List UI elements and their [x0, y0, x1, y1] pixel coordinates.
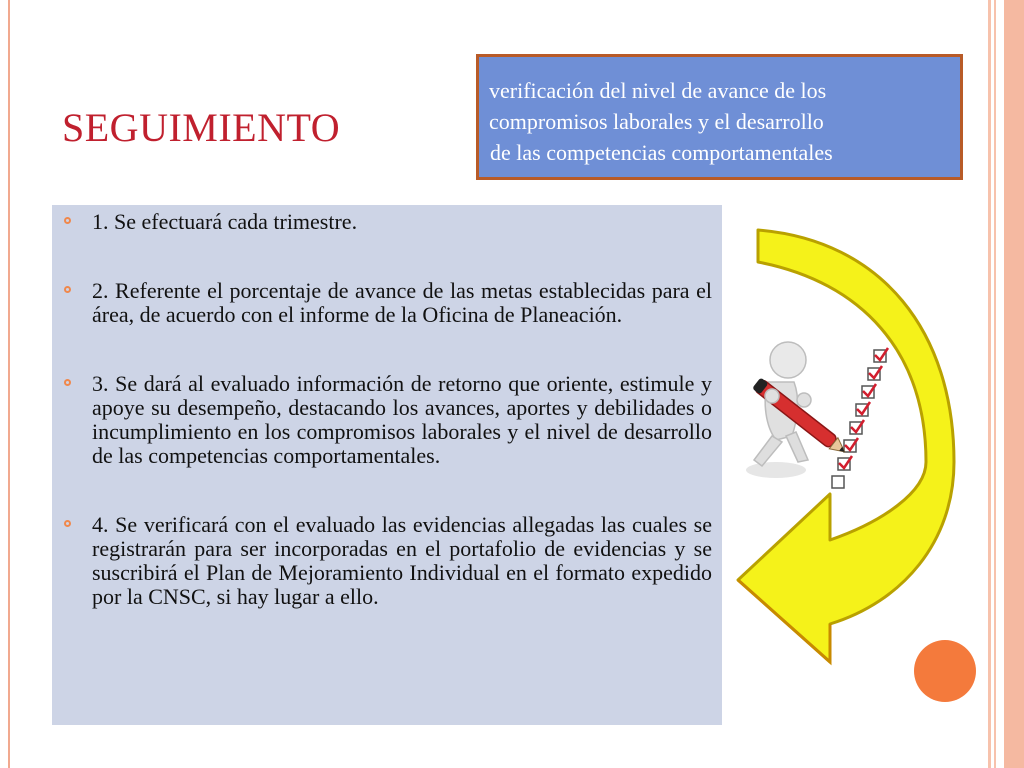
left-frame-line — [8, 0, 10, 768]
bullet-item — [92, 372, 712, 468]
person-with-pencil-icon — [746, 342, 849, 478]
bullet-item — [92, 513, 712, 609]
checklist-icon — [832, 348, 888, 488]
decorative-circle — [914, 640, 976, 702]
right-frame-stripes — [984, 0, 1024, 768]
bullet-dot-icon — [64, 286, 71, 293]
callout-line: de las competencias comportamentales — [490, 140, 833, 165]
bullet-text: 1. Se efectuará cada trimestre. — [92, 209, 358, 234]
bullet-item — [92, 279, 712, 327]
callout-line: compromisos laborales y el desarrollo — [489, 109, 824, 134]
slide-title: SEGUIMIENTO — [62, 105, 341, 150]
bullet-text: 4. Se verificará con el evaluado las evidencias allegadas las cuales se registrarán para ser incorporadas en el portafolio de evidencias y se suscribirá el Plan de Mejoramiento Individual en el formato expedido por la CNSC, si hay lugar a ello. — [92, 512, 712, 609]
bullet-dot-icon — [64, 217, 71, 224]
bullet-text: 2. Referente el porcentaje de avance de las metas establecidas para el área, de acuerdo con el informe de la Oficina de Planeación. — [92, 278, 712, 327]
content-box — [52, 205, 722, 725]
callout-box — [476, 54, 963, 180]
illustration — [732, 222, 976, 692]
bullet-dot-icon — [64, 520, 71, 527]
bullet-dot-icon — [64, 379, 71, 386]
bullet-text: 3. Se dará al evaluado información de retorno que oriente, estimule y apoye su desempeño, destacando los avances, aportes y debilidades o incumplimiento en los compromisos laborales y el nivel de desarrollo de las competencias comportamentales. — [92, 371, 712, 468]
callout-line: verificación del nivel de avance de los — [489, 78, 827, 103]
bullet-item — [92, 210, 712, 234]
